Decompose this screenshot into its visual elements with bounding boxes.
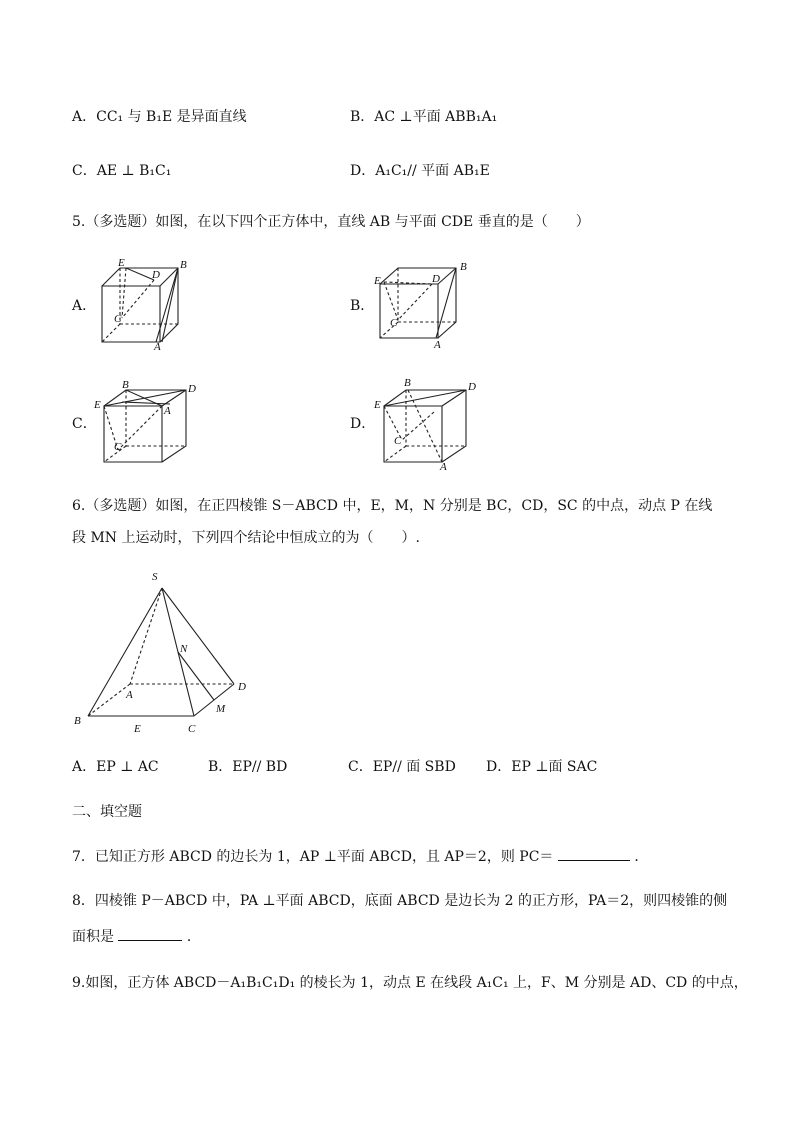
- q4-option-c: C．AE ⊥ B₁C₁: [72, 163, 172, 179]
- q4-option-b: B．AC ⊥平面 ABB₁A₁: [350, 109, 498, 125]
- svg-text:B: B: [404, 377, 411, 389]
- q5-label-c: C．: [72, 416, 97, 432]
- q7-text: 7．已知正方形 ABCD 的边长为 1，AP ⊥平面 ABCD，且 AP＝2，则 PC＝: [72, 849, 554, 865]
- svg-text:C: C: [188, 723, 196, 735]
- q8-end: ．: [186, 929, 201, 945]
- q6-stem-line1: 6.（多选题）如图，在正四棱锥 S－ABCD 中，E，M，N 分别是 BC，CD，SC 的中点，动点 P 在线: [72, 498, 713, 514]
- svg-text:N: N: [180, 643, 188, 655]
- svg-text:E: E: [94, 399, 101, 411]
- q5-stem: 5.（多选题）如图，在以下四个正方体中，直线 AB 与平面 CDE 垂直的是（ ）: [72, 214, 590, 230]
- svg-text:C: C: [114, 441, 122, 453]
- q5-label-a: A．: [72, 298, 97, 314]
- svg-text:D: D: [188, 383, 196, 395]
- svg-text:A: A: [154, 341, 161, 352]
- q8-text: 面积是: [72, 929, 114, 945]
- q8-answer-blank[interactable]: [118, 926, 182, 941]
- svg-text:B: B: [180, 259, 187, 271]
- svg-text:E: E: [374, 275, 381, 287]
- q4-option-a: A．CC₁ 与 B₁E 是异面直线: [72, 109, 247, 125]
- q5-label-b: B．: [350, 298, 375, 314]
- svg-text:E: E: [374, 399, 381, 411]
- q7-end: ．: [634, 849, 649, 865]
- svg-text:A: A: [164, 405, 171, 417]
- q4-option-d: D．A₁C₁// 平面 AB₁E: [350, 163, 490, 179]
- svg-text:D: D: [432, 273, 440, 285]
- svg-text:A: A: [126, 689, 133, 701]
- q8-line2: [72, 926, 201, 947]
- svg-text:B: B: [460, 261, 467, 273]
- q5-figure-d: [372, 376, 482, 470]
- svg-text:D: D: [468, 381, 476, 393]
- svg-text:C: C: [394, 435, 402, 447]
- svg-text:M: M: [216, 703, 226, 715]
- svg-text:B: B: [122, 379, 129, 391]
- svg-text:E: E: [134, 723, 141, 735]
- svg-text:A: A: [440, 461, 447, 470]
- q5-figure-c: [92, 378, 202, 470]
- svg-text:C: C: [390, 317, 398, 329]
- svg-text:S: S: [152, 571, 158, 583]
- q6-option-d: D．EP ⊥面 SAC: [486, 759, 598, 775]
- q5-figure-a: [96, 256, 196, 352]
- q6-option-b: B．EP// BD: [208, 759, 288, 775]
- section-heading: 二、填空题: [72, 804, 142, 820]
- q6-pyramid-figure: [70, 566, 260, 738]
- svg-text:E: E: [118, 257, 125, 269]
- svg-text:C: C: [114, 313, 122, 325]
- svg-text:D: D: [152, 269, 160, 281]
- q8-line1: 8．四棱锥 P－ABCD 中，PA ⊥平面 ABCD，底面 ABCD 是边长为 2 的正方形，PA＝2，则四棱锥的侧: [72, 893, 728, 909]
- q7-answer-blank[interactable]: [558, 846, 630, 861]
- q7-line: [72, 846, 648, 867]
- svg-text:B: B: [74, 715, 81, 727]
- q6-stem-line2: 段 MN 上运动时，下列四个结论中恒成立的为（ ）.: [72, 530, 420, 546]
- q5-label-d: D．: [350, 416, 376, 432]
- q6-option-c: C．EP// 面 SBD: [348, 759, 456, 775]
- q5-figure-b: [374, 258, 474, 354]
- q9-line: 9.如图，正方体 ABCD－A₁B₁C₁D₁ 的棱长为 1，动点 E 在线段 A₁C₁ 上，F、M 分别是 AD、CD 的中点，: [72, 975, 748, 991]
- svg-text:A: A: [434, 339, 441, 351]
- q6-option-a: A．EP ⊥ AC: [72, 759, 159, 775]
- svg-text:D: D: [238, 681, 246, 693]
